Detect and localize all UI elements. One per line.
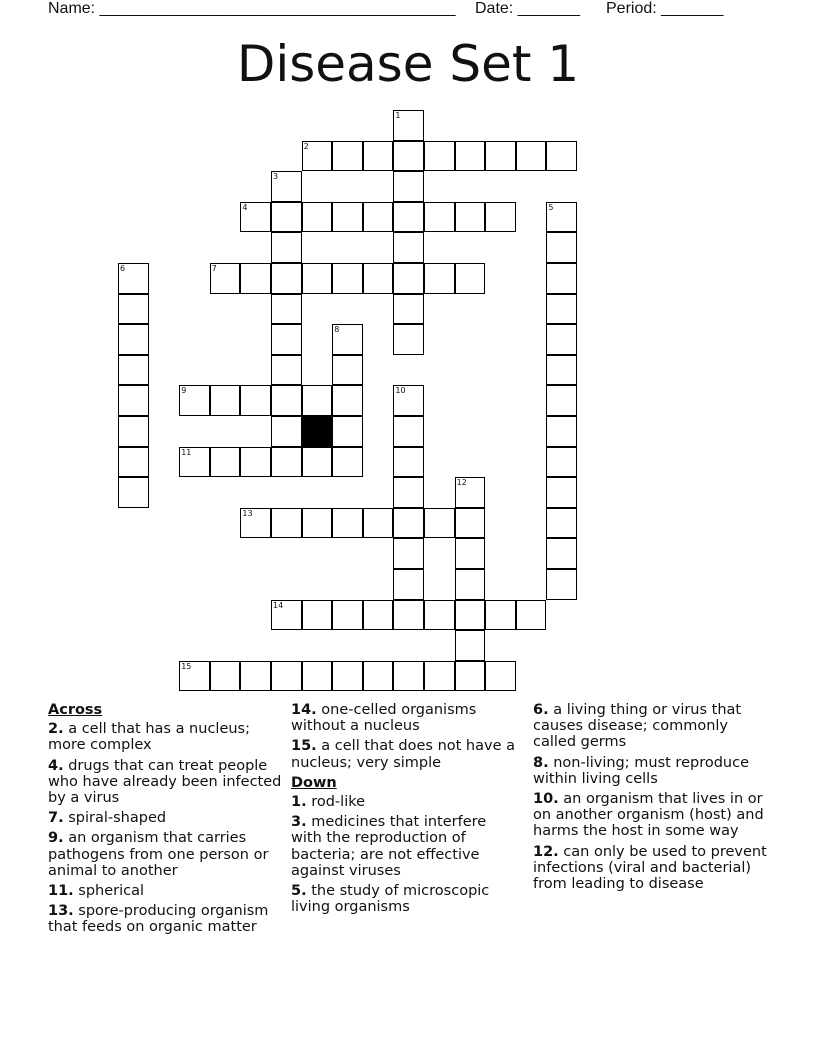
grid-cell[interactable] <box>332 600 363 631</box>
grid-cell[interactable] <box>240 661 271 692</box>
grid-cell[interactable] <box>302 263 333 294</box>
grid-cell[interactable] <box>271 447 302 478</box>
grid-cell[interactable] <box>393 232 424 263</box>
clue-number: 14 <box>273 600 284 610</box>
grid-cell[interactable] <box>210 385 241 416</box>
grid-cell[interactable] <box>332 661 363 692</box>
grid-cell[interactable] <box>455 202 486 233</box>
page-title: Disease Set 1 <box>236 35 580 93</box>
grid-cell[interactable] <box>118 324 149 355</box>
grid-cell[interactable] <box>118 385 149 416</box>
grid-cell[interactable] <box>271 385 302 416</box>
clue-number: 13 <box>242 508 253 518</box>
grid-cell[interactable] <box>271 600 302 631</box>
clue-number: 4 <box>242 202 248 212</box>
clue-number: 2 <box>303 141 309 151</box>
grid-cell[interactable] <box>240 447 271 478</box>
clue-across-11: 11. spherical <box>48 883 145 900</box>
grid-cell[interactable] <box>424 141 455 172</box>
grid-block <box>302 416 333 447</box>
grid-cell[interactable] <box>302 661 333 692</box>
grid-cell[interactable] <box>118 263 149 294</box>
across-heading: Across <box>48 702 103 718</box>
grid-cell[interactable] <box>302 141 333 172</box>
grid-cell[interactable] <box>546 355 577 386</box>
grid-cell[interactable] <box>179 385 210 416</box>
grid-cell[interactable] <box>546 263 577 294</box>
grid-cell[interactable] <box>363 508 394 539</box>
grid-cell[interactable] <box>393 416 424 447</box>
grid-cell[interactable] <box>302 508 333 539</box>
clue-number: 8 <box>334 325 340 335</box>
grid-cell[interactable] <box>332 447 363 478</box>
grid-cell[interactable] <box>363 141 394 172</box>
grid-cell[interactable] <box>546 294 577 325</box>
grid-cell[interactable] <box>271 232 302 263</box>
grid-cell[interactable] <box>271 416 302 447</box>
grid-cell[interactable] <box>271 263 302 294</box>
grid-cell[interactable] <box>118 447 149 478</box>
grid-cell[interactable] <box>179 661 210 692</box>
grid-cell[interactable] <box>210 447 241 478</box>
clue-down-12: 12. can only be used to prevent infections (viral and bacterial) from leading to disease <box>533 843 767 893</box>
grid-cell[interactable] <box>546 447 577 478</box>
clue-across-14: 14. one-celled organisms without a nucleus <box>291 702 477 735</box>
clue-number: 11 <box>181 447 192 457</box>
clue-across-2: 2. a cell that has a nucleus; more complex <box>48 721 250 754</box>
grid-cell[interactable] <box>363 202 394 233</box>
grid-cell[interactable] <box>485 141 516 172</box>
grid-cell[interactable] <box>546 538 577 569</box>
grid-cell[interactable] <box>332 263 363 294</box>
grid-cell[interactable] <box>485 202 516 233</box>
grid-cell[interactable] <box>271 661 302 692</box>
grid-cell[interactable] <box>455 141 486 172</box>
grid-cell[interactable] <box>302 202 333 233</box>
grid-cell[interactable] <box>546 232 577 263</box>
grid-cell[interactable] <box>455 508 486 539</box>
clue-down-8: 8. non-living; must reproduce within living cells <box>533 754 749 787</box>
grid-cell[interactable] <box>393 141 424 172</box>
grid-cell[interactable] <box>393 538 424 569</box>
grid-cell[interactable] <box>302 600 333 631</box>
clue-number: 7 <box>211 264 217 273</box>
grid-cell[interactable] <box>302 447 333 478</box>
grid-cell[interactable] <box>332 385 363 416</box>
grid-cell[interactable] <box>393 385 424 416</box>
grid-cell[interactable] <box>424 661 455 692</box>
grid-cell[interactable] <box>546 569 577 600</box>
grid-cell[interactable] <box>393 110 424 141</box>
grid-cell[interactable] <box>210 661 241 692</box>
period-field[interactable]: Period: _______ <box>606 0 724 17</box>
grid-cell[interactable] <box>546 508 577 539</box>
clue-down-10: 10. an organism that lives in or on another organism (host) and harms the host in some way <box>533 791 764 840</box>
clue-number: 12 <box>456 478 467 488</box>
grid-cell[interactable] <box>302 385 333 416</box>
clue-number: 3 <box>273 172 279 182</box>
grid-cell[interactable] <box>424 263 455 294</box>
clue-number: 15 <box>181 661 192 671</box>
grid-cell[interactable] <box>393 569 424 600</box>
grid-cell[interactable] <box>118 477 149 508</box>
clue-number: 5 <box>548 202 554 212</box>
grid-cell[interactable] <box>393 294 424 325</box>
grid-cell[interactable] <box>393 263 424 294</box>
clue-number: 9 <box>181 386 187 396</box>
name-field[interactable]: Name: ________________________________________ <box>48 0 456 17</box>
grid-cell[interactable] <box>393 477 424 508</box>
grid-cell[interactable] <box>363 600 394 631</box>
grid-cell[interactable] <box>363 661 394 692</box>
clue-across-13: 13. spore-producing organism that feeds on organic matter <box>48 903 269 936</box>
grid-cell[interactable] <box>455 661 486 692</box>
grid-cell[interactable] <box>455 600 486 631</box>
grid-cell[interactable] <box>118 355 149 386</box>
grid-cell[interactable] <box>118 416 149 447</box>
clue-across-15: 15. a cell that does not have a nucleus; very simple <box>291 738 515 771</box>
grid-cell[interactable] <box>271 324 302 355</box>
grid-cell[interactable] <box>271 508 302 539</box>
grid-cell[interactable] <box>393 600 424 631</box>
grid-cell[interactable] <box>271 294 302 325</box>
grid-cell[interactable] <box>393 324 424 355</box>
clue-across-4: 4. drugs that can treat people who have already been infected by a virus <box>48 757 282 807</box>
grid-cell[interactable] <box>485 600 516 631</box>
grid-cell[interactable] <box>455 538 486 569</box>
grid-cell[interactable] <box>546 324 577 355</box>
grid-cell[interactable] <box>210 263 241 294</box>
grid-cell[interactable] <box>455 477 486 508</box>
grid-cell[interactable] <box>546 416 577 447</box>
grid-cell[interactable] <box>240 202 271 233</box>
grid-cell[interactable] <box>240 508 271 539</box>
clue-down-1: 1. rod-like <box>291 794 366 811</box>
grid-cell[interactable] <box>240 385 271 416</box>
date-field[interactable]: Date: _______ <box>475 0 580 17</box>
down-heading: Down <box>291 774 337 791</box>
grid-cell[interactable] <box>546 202 577 233</box>
grid-cell[interactable] <box>332 416 363 447</box>
grid-cell[interactable] <box>240 263 271 294</box>
clue-down-6: 6. a living thing or virus that causes disease; commonly called germs <box>533 702 742 751</box>
grid-cell[interactable] <box>271 171 302 202</box>
grid-cell[interactable] <box>546 385 577 416</box>
clue-across-7: 7. spiral-shaped <box>48 810 167 827</box>
grid-cell[interactable] <box>393 171 424 202</box>
grid-cell[interactable] <box>118 294 149 325</box>
grid-cell[interactable] <box>332 508 363 539</box>
grid-cell[interactable] <box>271 202 302 233</box>
grid-cell[interactable] <box>332 324 363 355</box>
grid-cell[interactable] <box>485 661 516 692</box>
clue-across-9: 9. an organism that carries pathogens from one person or animal to another <box>48 830 269 879</box>
grid-cell[interactable] <box>393 508 424 539</box>
grid-cell[interactable] <box>393 202 424 233</box>
grid-cell[interactable] <box>332 355 363 386</box>
grid-cell[interactable] <box>179 447 210 478</box>
grid-cell[interactable] <box>424 508 455 539</box>
grid-cell[interactable] <box>363 263 394 294</box>
grid-cell[interactable] <box>455 569 486 600</box>
grid-cell[interactable] <box>546 477 577 508</box>
grid-cell[interactable] <box>332 141 363 172</box>
clues-column-3 <box>533 702 773 896</box>
grid-cell[interactable] <box>424 600 455 631</box>
clue-number: 10 <box>395 386 406 396</box>
clue-down-5: 5. the study of microscopic living organisms <box>291 883 490 916</box>
grid-cell[interactable] <box>393 661 424 692</box>
clue-number: 1 <box>395 111 401 120</box>
clues-column-2 <box>291 702 521 919</box>
grid-cell[interactable] <box>393 447 424 478</box>
clues-column-1 <box>48 702 283 940</box>
grid-cell[interactable] <box>332 202 363 233</box>
clue-number: 6 <box>120 264 126 273</box>
grid-cell[interactable] <box>271 355 302 386</box>
grid-cell[interactable] <box>516 141 547 172</box>
clue-down-3: 3. medicines that interfere with the reproduction of bacteria; are not effective against viruses <box>291 814 487 879</box>
grid-cell[interactable] <box>516 600 547 631</box>
grid-cell[interactable] <box>424 202 455 233</box>
grid-cell[interactable] <box>546 141 577 172</box>
grid-cell[interactable] <box>455 630 486 661</box>
grid-cell[interactable] <box>455 263 486 294</box>
